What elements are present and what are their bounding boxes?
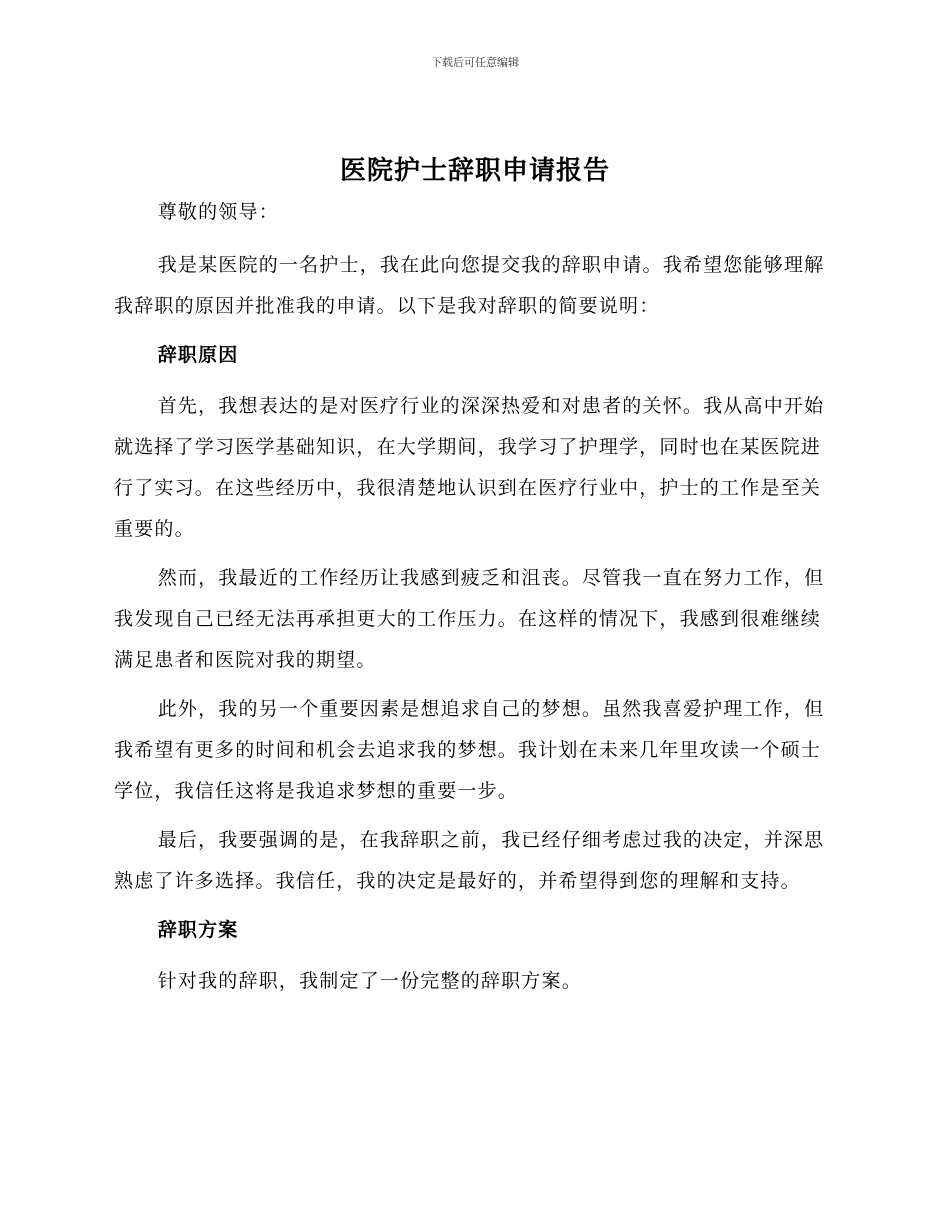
paragraph: 首先，我想表达的是对医疗行业的深深热爱和对患者的关怀。我从高中开始就选择了学习医学基础知识，在大学期间，我学习了护理学，同时也在某医院进行了实习。在这些经历中，我很清楚地认识到在医疗行业中，护士的工作是至关重要的。 [114, 395, 825, 540]
header-note: 下载后可任意编辑 [431, 56, 519, 69]
paragraph: 此外，我的另一个重要因素是想追求自己的梦想。虽然我喜爱护理工作，但我希望有更多的时间和机会去追求我的梦想。我计划在未来几年里攻读一个硕士学位，我信任这将是我追求梦想的重要一步。 [114, 698, 825, 802]
section-heading-plan: 辞职方案 [157, 919, 239, 941]
paragraph: 针对我的辞职，我制定了一份完整的辞职方案。 [157, 970, 582, 992]
section-heading-reasons: 辞职原因 [157, 344, 239, 366]
document-body [114, 192, 830, 1010]
document-title: 医院护士辞职申请报告 [339, 156, 610, 186]
salutation: 尊敬的领导： [157, 201, 279, 223]
paragraph: 最后，我要强调的是，在我辞职之前，我已经仔细考虑过我的决定，并深思熟虑了许多选择。我信任，我的决定是最好的，并希望得到您的理解和支持。 [114, 829, 825, 892]
paragraph: 然而，我最近的工作经历让我感到疲乏和沮丧。尽管我一直在努力工作，但我发现自己已经无法再承担更大的工作压力。在这样的情况下，我感到很难继续满足患者和医院对我的期望。 [114, 567, 825, 671]
intro-paragraph: 我是某医院的一名护士，我在此向您提交我的辞职申请。我希望您能够理解我辞职的原因并批准我的申请。以下是我对辞职的简要说明： [114, 254, 825, 317]
